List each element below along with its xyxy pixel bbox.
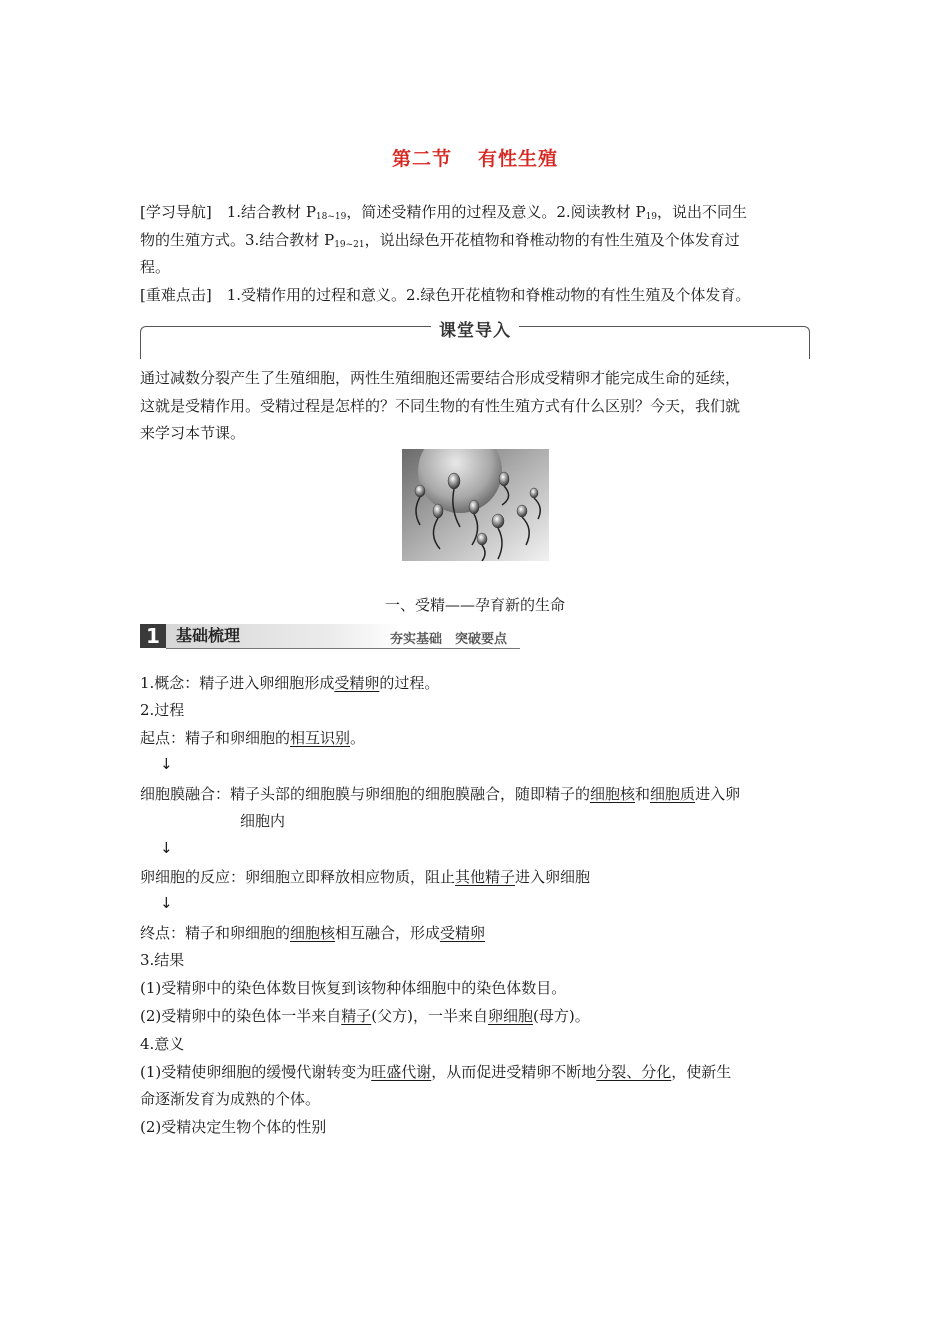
guide-line-1: [学习导航] 1.结合教材 $P_{18\sim 19}$，简述受精作用的过程及意义。2.阅读教材 $P_{19}$，说出不同生 (140, 203, 748, 222)
intro-line-3: 来学习本节课。 (140, 424, 246, 442)
fertilization-image (402, 449, 549, 561)
heading-fertilization: 一、受精——孕育新的生命 (384, 596, 565, 614)
section-number: 1 (140, 624, 166, 648)
arrow-down-icon: ↓ (160, 755, 173, 773)
start-line: 起点：精子和卵细胞的相互识别。 (140, 729, 366, 747)
membrane-fusion-line-2: 细胞内 (240, 812, 286, 830)
section-label: 基础梳理 (166, 624, 402, 648)
section-subtitle: 夯实基础 突破要点 (390, 632, 508, 647)
meaning-2: (2)受精决定生物个体的性别 (140, 1118, 327, 1136)
result-1: (1)受精卵中的染色体数目恢复到该物种体细胞中的染色体数目。 (140, 979, 567, 997)
intro-line-2: 这就是受精作用。受精过程是怎样的？不同生物的有性生殖方式有什么区别？今天，我们就 (140, 397, 741, 415)
intro-line-1: 通过减数分裂产生了生殖细胞，两性生殖细胞还需要结合形成受精卵才能完成生命的延续， (140, 369, 741, 387)
page-title: 第二节 有性生殖 (391, 148, 559, 170)
guide-line-3: 程。 (140, 258, 171, 276)
section-banner (140, 318, 810, 358)
result-heading: 3.结果 (140, 951, 185, 969)
end-line: 终点：精子和卵细胞的细胞核相互融合，形成受精卵 (140, 924, 486, 942)
process-heading: 2.过程 (140, 701, 185, 719)
key-points: [重难点击] 1.受精作用的过程和意义。2.绿色开花植物和脊椎动物的有性生殖及个体发育。 (140, 286, 751, 304)
arrow-down-icon: ↓ (160, 839, 173, 857)
egg-reaction-line: 卵细胞的反应：卵细胞立即释放相应物质，阻止其他精子进入卵细胞 (140, 868, 591, 886)
banner-title: 课堂导入 (439, 321, 511, 341)
membrane-fusion-line: 细胞膜融合：精子头部的细胞膜与卵细胞的细胞膜融合，随即精子的细胞核和细胞质进入卵 (140, 785, 741, 803)
meaning-1: (1)受精使卵细胞的缓慢代谢转变为旺盛代谢，从而促进受精卵不断地分裂、分化，使新生 (140, 1063, 732, 1081)
result-2: (2)受精卵中的染色体一半来自精子(父方)，一半来自卵细胞(母方)。 (140, 1007, 590, 1025)
concept-line: 1.概念：精子进入卵细胞形成受精卵的过程。 (140, 674, 440, 692)
meaning-heading: 4.意义 (140, 1035, 185, 1053)
section-bar (140, 624, 520, 648)
guide-line-2: 物的生殖方式。3.结合教材 $P_{19\sim 21}$，说出绿色开花植物和脊椎动物的有性生殖及个体发育过 (140, 231, 740, 250)
arrow-down-icon: ↓ (160, 894, 173, 912)
meaning-1-cont: 命逐渐发育为成熟的个体。 (140, 1090, 321, 1108)
